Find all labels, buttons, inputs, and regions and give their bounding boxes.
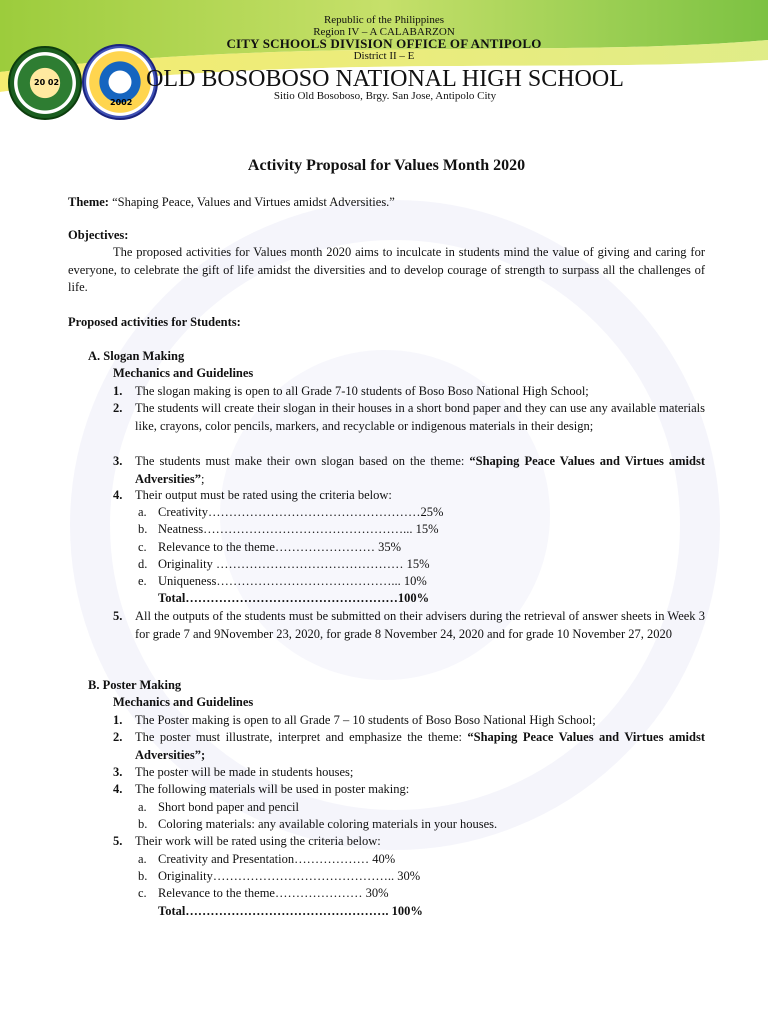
objectives-label: Objectives:	[68, 228, 129, 242]
header-region: Region IV – A CALABARZON	[313, 26, 455, 38]
poster-total: Total…………………………………………. 100%	[158, 904, 423, 918]
school-name: OLD BOSOBOSO NATIONAL HIGH SCHOOL	[146, 66, 624, 92]
proposed-activities-label: Proposed activities for Students:	[68, 315, 241, 329]
header-banner	[0, 0, 768, 130]
header-republic: Republic of the Philippines	[323, 14, 445, 26]
slogan-subheading: Mechanics and Guidelines	[113, 366, 254, 380]
school-seal-year: 20 02	[34, 78, 60, 87]
poster-heading: B. Poster Making	[88, 678, 182, 692]
header-division: CITY SCHOOLS DIVISION OFFICE OF ANTIPOLO	[226, 36, 542, 51]
slogan-total: Total……………………………………………100%	[158, 591, 430, 605]
theme-label: Theme:	[68, 195, 109, 209]
deped-seal-year: 2002	[110, 98, 133, 107]
page-title: Activity Proposal for Values Month 2020	[247, 157, 526, 174]
slogan-heading: A. Slogan Making	[88, 349, 185, 363]
poster-subheading: Mechanics and Guidelines	[113, 695, 254, 709]
school-address: Sitio Old Bosoboso, Brgy. San Jose, Antipolo City	[273, 90, 497, 102]
theme-line	[68, 194, 705, 212]
objectives-text: The proposed activities for Values month 2020 aims to inculcate in students mind the value of giving and caring for everyone, to celebrate the gift of life amidst the diversities and to develop courage of strength to surpass all the challenges of life.	[68, 245, 705, 294]
header-district: District II – E	[353, 50, 415, 62]
theme-text: “Shaping Peace, Values and Virtues amidst Adversities.”	[108, 195, 395, 209]
